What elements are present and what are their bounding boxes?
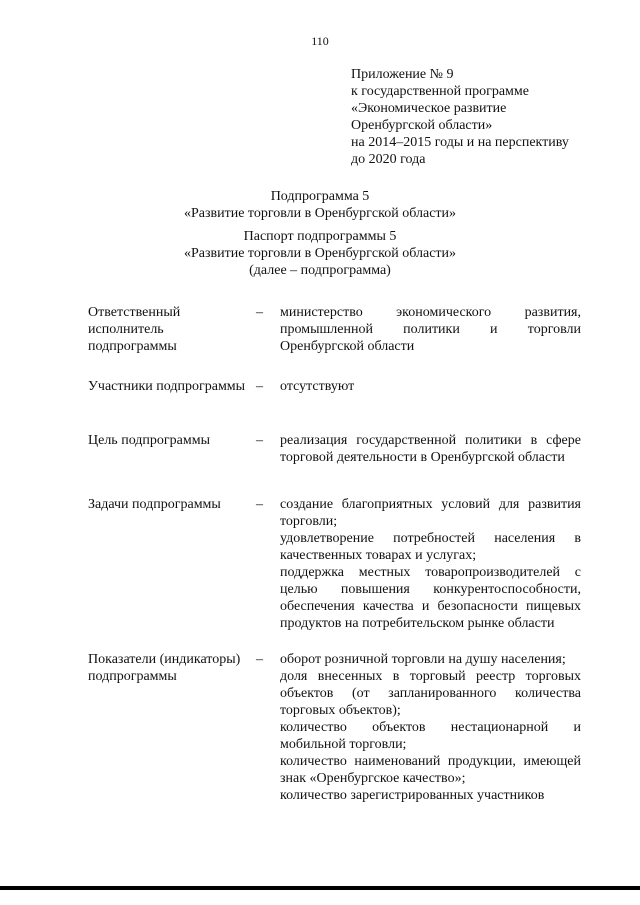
row-value-item: оборот розничной торговли на душу населения; (280, 652, 566, 667)
appendix-line: до 2020 года (351, 152, 426, 167)
passport-title (0, 228, 640, 279)
appendix-line: Оренбургской области» (351, 118, 493, 133)
row-goal (0, 432, 640, 496)
row-label: Ответственный исполнитель подпрограммы (88, 305, 181, 354)
appendix-line: Приложение № 9 (351, 67, 454, 82)
row-value-item: количество наименований продукции, имеющей знак «Оренбургское качество»; (280, 754, 581, 786)
row-value (280, 496, 581, 632)
appendix-line: к государственной программе (351, 84, 529, 99)
row-tasks (0, 496, 640, 651)
subprogram-title (0, 188, 640, 222)
row-value-item: количество зарегистрированных участников (280, 788, 545, 803)
subprogram-name: «Развитие торговли в Оренбургской области» (183, 206, 457, 221)
appendix-block (351, 66, 601, 168)
row-value-item: создание благоприятных условий для развития торговли; (280, 497, 581, 529)
row-label: Задачи подпрограммы (88, 497, 221, 512)
row-dash: – (256, 497, 263, 512)
row-value (280, 432, 581, 466)
row-label: Участники подпрограммы (88, 379, 246, 394)
row-dash: – (256, 305, 263, 320)
row-participants (0, 378, 640, 432)
row-value-item: министерство экономического развития, промышленной политики и торговли Оренбургской области (280, 305, 581, 354)
row-value (280, 304, 581, 355)
appendix-line: на 2014–2015 годы и на перспективу (351, 135, 569, 150)
row-value-item: удовлетворение потребностей населения в качественных товарах и услугах; (280, 531, 581, 563)
row-value-item: доля внесенных в торговый реестр торговых объектов (от запланированного количества торговых объектов); (280, 669, 581, 718)
row-value-item: количество объектов нестационарной и мобильной торговли; (280, 720, 581, 752)
page-number: 110 (311, 34, 329, 48)
passport-table (0, 304, 640, 804)
row-value (280, 651, 581, 804)
row-value-item: поддержка местных товаропроизводителей с целью повышения конкурентоспособности, обеспечения качества и безопасности пищевых продуктов на потребительском рынке области (280, 565, 581, 631)
row-dash: – (256, 652, 263, 667)
row-dash: – (256, 433, 263, 448)
row-dash: – (256, 379, 263, 394)
row-indicators (0, 651, 640, 804)
passport-note: (далее – подпрограмма) (249, 263, 391, 278)
row-label: Показатели (индикаторы) подпрограммы (88, 652, 241, 684)
row-value-item: отсутствуют (280, 379, 355, 394)
appendix-line: «Экономическое развитие (351, 101, 507, 116)
subprogram-number: Подпрограмма 5 (270, 189, 370, 204)
row-value (280, 378, 581, 395)
row-value-item: реализация государственной политики в сфере торговой деятельности в Оренбургской области (280, 433, 581, 465)
row-label: Цель подпрограммы (88, 433, 210, 448)
row-responsible-executor (0, 304, 640, 378)
bottom-border (0, 886, 640, 890)
passport-name: «Развитие торговли в Оренбургской области» (183, 246, 457, 261)
passport-heading: Паспорт подпрограммы 5 (243, 229, 397, 244)
